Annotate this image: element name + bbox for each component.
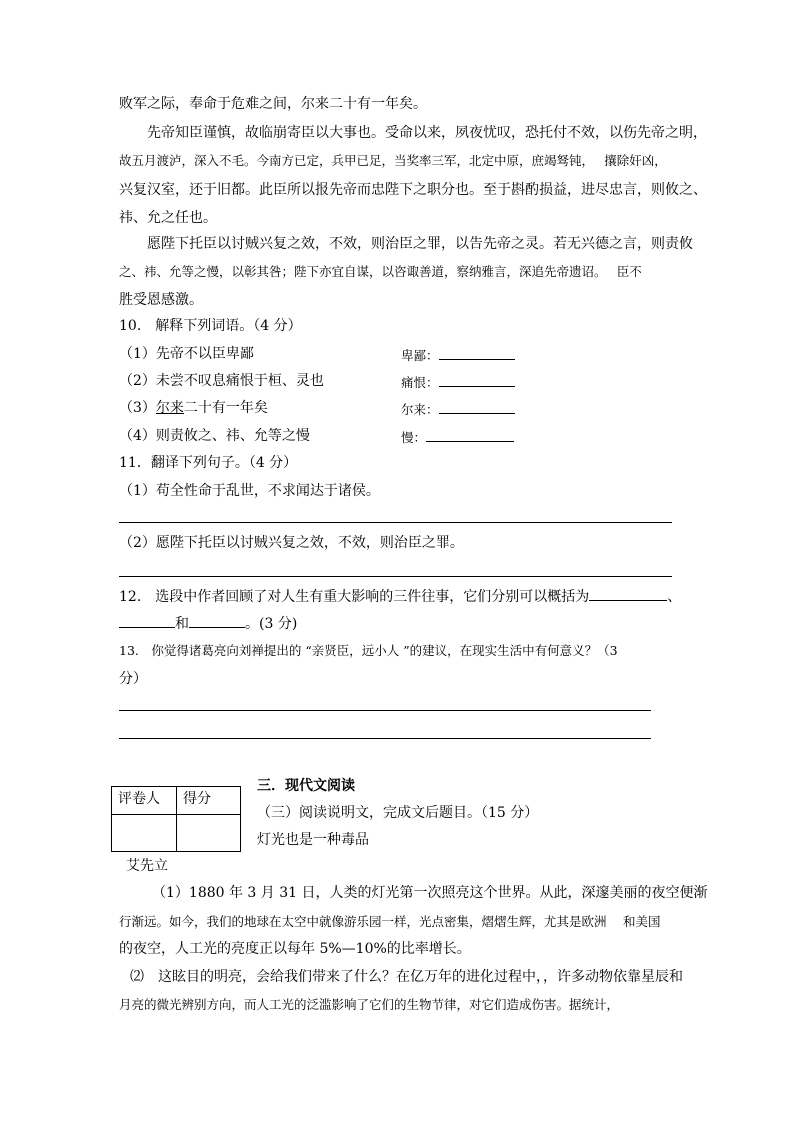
- q10-item-2: （2）未尝不叹息痛恨于桓、灵也: [119, 373, 324, 389]
- item-number: （3）: [119, 400, 156, 416]
- q12-text: 12. 选段中作者回顾了对人生有重大影响的三件往事，它们分别可以概括为: [119, 589, 590, 605]
- answer-blank[interactable]: [589, 586, 667, 601]
- article-paragraph-line: 月亮的微光辨别方向，而人工光的泛滥影响了它们的生物节律，对它们造成伤害。据统计，: [119, 997, 620, 1012]
- passage-line: 愿陛下托臣以讨贼兴复之效，不效，则治臣之罪，以告先帝之灵。若无兴德之言，则责攸: [147, 236, 693, 252]
- answer-line[interactable]: [119, 576, 672, 577]
- q11-sentence-1: （1）苟全性命于乱世，不求闻达于诸侯。: [119, 483, 380, 499]
- article-paragraph-line: 行渐远。如今，我们的地球在太空中就像游乐园一样，光点密集，熠熠生辉，尤其是欧洲 和美国: [119, 914, 661, 929]
- question-11-stem: 11．翻译下列句子。（4 分）: [119, 455, 298, 471]
- answer-blank[interactable]: [189, 613, 245, 628]
- article-title: 灯光也是一种毒品: [257, 832, 369, 848]
- q10-term-1: [401, 345, 515, 365]
- answer-blank[interactable]: [439, 399, 515, 414]
- score-table: [111, 786, 241, 852]
- answer-line[interactable]: [119, 710, 651, 711]
- term-label: 尔来：: [401, 402, 439, 417]
- answer-line[interactable]: [119, 738, 651, 739]
- q10-term-4: [401, 427, 514, 447]
- article-paragraph-line: 的夜空，人工光的亮度正以每年 5%—10%的比率增长。: [119, 941, 471, 957]
- q10-item-1: （1）先帝不以臣卑鄙: [119, 346, 254, 362]
- q12-points: 。(3 分): [245, 616, 298, 632]
- grader-cell[interactable]: [112, 815, 177, 852]
- question-13-line-2: 分）: [119, 671, 147, 687]
- score-table-header-grader: 评卷人: [112, 787, 177, 815]
- passage-line: 先帝知臣谨慎，故临崩寄臣以大事也。受命以来，夙夜忧叹，恐托付不效，以伤先帝之明，: [147, 125, 707, 141]
- q10-term-3: [401, 399, 515, 419]
- question-12-line-1: [119, 586, 681, 606]
- article-paragraph-line: ⑵ 这眩目的明亮，会给我们带来了什么？在亿万年的进化过程中，，许多动物依靠星辰和: [130, 969, 683, 985]
- q10-item-3: [119, 399, 268, 417]
- reading-instruction: （三）阅读说明文，完成文后题目。（15 分）: [257, 805, 539, 821]
- answer-blank[interactable]: [426, 427, 514, 442]
- term-label: 慢：: [401, 430, 427, 445]
- passage-line: 兴复汉室，还于旧都。此臣所以报先帝而忠陛下之职分也。至于斟酌损益，进尽忠言，则攸之、: [119, 182, 707, 198]
- answer-blank[interactable]: [119, 613, 175, 628]
- term-label: 卑鄙：: [401, 348, 439, 363]
- article-paragraph-line: （1）1880 年 3 月 31 日，人类的灯光第一次照亮这个世界。从此，深邃美丽的夜空便渐: [152, 885, 708, 901]
- question-12-line-2: [119, 613, 297, 633]
- answer-blank[interactable]: [439, 345, 515, 360]
- passage-line: 败军之际，奉命于危难之间，尔来二十有一年矣。: [119, 96, 427, 112]
- q10-item-4: （4）则责攸之、祎、允等之慢: [119, 428, 310, 444]
- answer-line[interactable]: [119, 522, 672, 523]
- passage-line: 故五月渡泸，深入不毛。今南方已定，兵甲已足，当奖率三军，北定中原，庶竭驽钝， 攘除奸凶，: [119, 153, 667, 168]
- question-13-line-1: 13. 你觉得诸葛亮向刘禅提出的 “亲贤臣，远小人 ”的建议，在现实生活中有何意义？（3: [119, 643, 618, 658]
- passage-line: 胜受恩感激。: [119, 292, 203, 308]
- term-label: 痛恨：: [401, 375, 439, 390]
- score-table-header-score: 得分: [177, 787, 241, 815]
- q10-term-2: [401, 372, 515, 392]
- passage-line: 之、祎、允等之慢，以彰其咎；陛下亦宜自谋，以咨诹善道，察纳雅言，深追先帝遗诏。 臣不: [119, 264, 642, 279]
- q11-sentence-2: （2）愿陛下托臣以讨贼兴复之效，不效，则治臣之罪。: [119, 535, 464, 551]
- article-author: 艾先立: [126, 858, 168, 874]
- q12-connector: 和: [175, 616, 189, 632]
- answer-blank[interactable]: [439, 372, 515, 387]
- passage-line: 祎、允之任也。: [119, 210, 217, 226]
- item-text: 二十有一年矣: [183, 400, 268, 416]
- section-heading: 三．现代文阅读: [257, 778, 355, 794]
- underlined-term: 尔来: [155, 400, 184, 416]
- question-10-stem: 10. 解释下列词语。（4 分）: [119, 318, 302, 334]
- q12-separator: 、: [667, 589, 682, 605]
- score-cell[interactable]: [177, 815, 241, 852]
